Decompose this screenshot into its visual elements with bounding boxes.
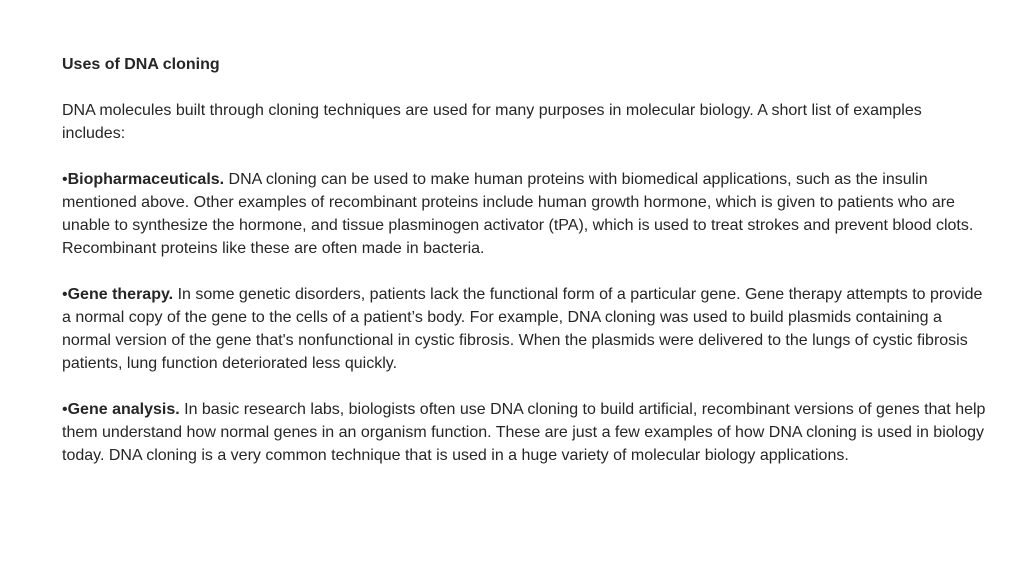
bullet-gene-analysis — [62, 398, 987, 467]
bullet-term: Gene analysis. — [67, 401, 180, 418]
bullet-marker: • — [62, 286, 68, 303]
bullet-gene-therapy — [62, 283, 987, 375]
bullet-biopharmaceuticals — [62, 168, 987, 260]
page-title: Uses of DNA cloning — [62, 56, 220, 73]
bullet-marker: • — [62, 401, 68, 418]
bullet-marker: • — [62, 171, 68, 188]
bullet-text: DNA cloning can be used to make human proteins with biomedical applications, such as the insulin mentioned above. Other examples of recombinant proteins include human growth hormone, which is given to patients who are unable to synthesize the hormone, and tissue plasminogen activator (tPA), which is used to treat strokes and prevent blood clots. Recombinant proteins like these are often made in bacteria. — [62, 171, 974, 257]
bullet-term: Biopharmaceuticals. — [67, 171, 225, 188]
slide-content — [62, 53, 987, 490]
bullet-text: In basic research labs, biologists often use DNA cloning to build artificial, recombinant versions of genes that help them understand how normal genes in an organism function. These are just a few examples of how DNA cloning is used in biology today. DNA cloning is a very common technique that is used in a huge variety of molecular biology applications. — [62, 401, 986, 464]
bullet-term: Gene therapy. — [67, 286, 174, 303]
bullet-text: In some genetic disorders, patients lack the functional form of a particular gene. Gene therapy attempts to provide a normal copy of the gene to the cells of a patient’s body. For example, DNA cloning was used to build plasmids containing a normal version of the gene that's nonfunctional in cystic fibrosis. When the plasmids were delivered to the lungs of cystic fibrosis patients, lung function deteriorated less quickly. — [62, 286, 983, 372]
intro-paragraph: DNA molecules built through cloning techniques are used for many purposes in molecular biology. A short list of examples includes: — [62, 102, 922, 142]
